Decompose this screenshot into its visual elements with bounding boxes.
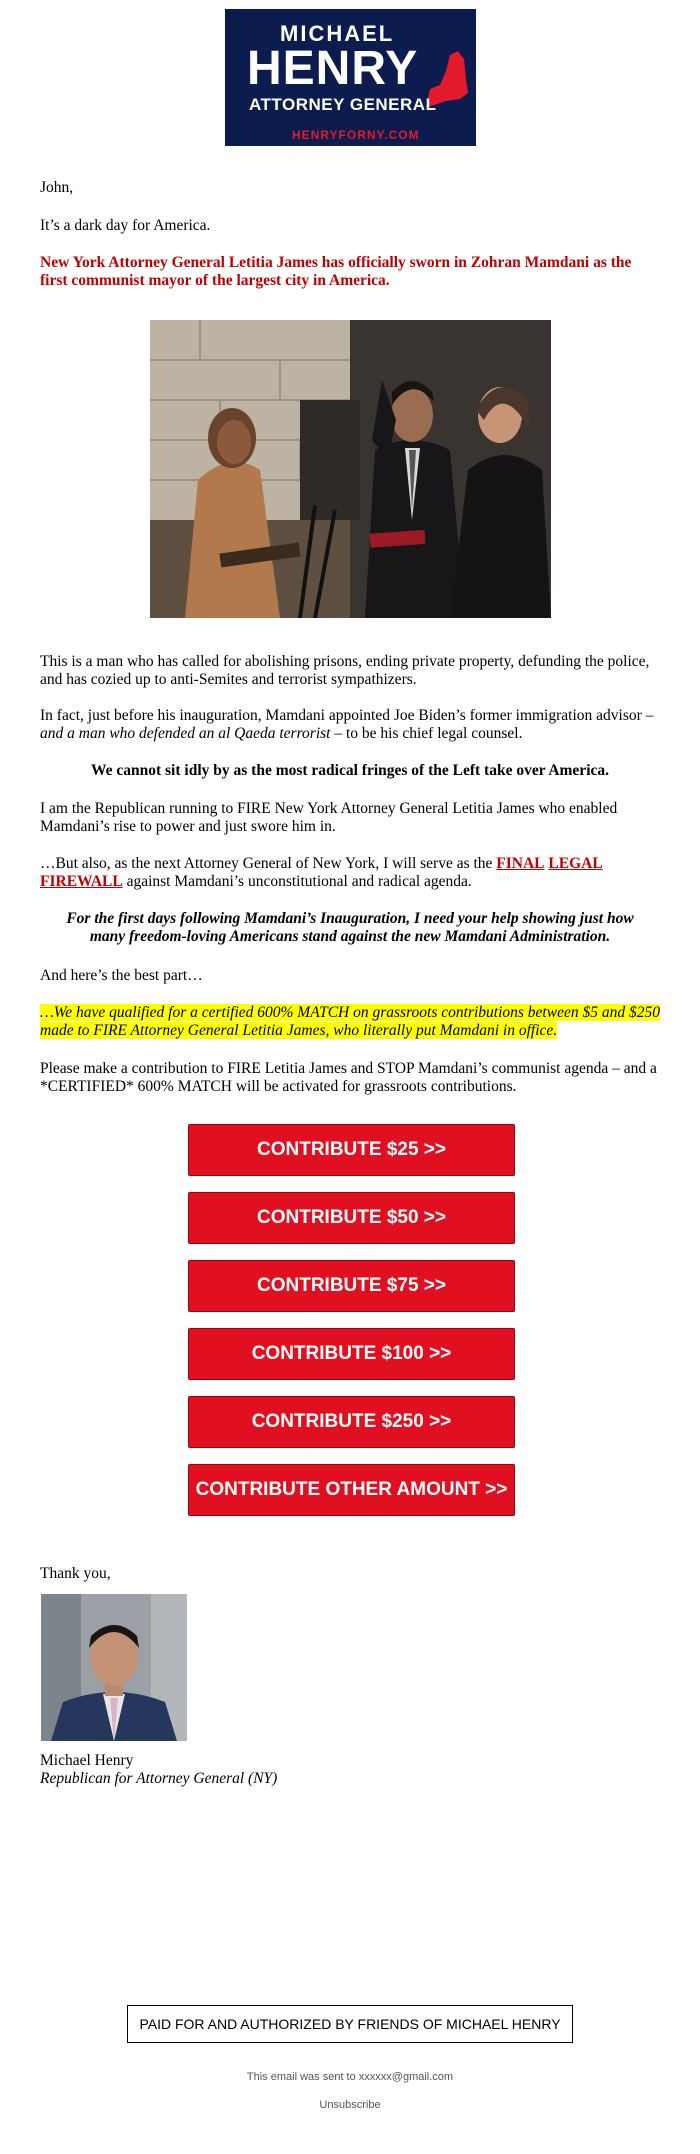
paragraph-best-part: And here’s the best part…: [40, 967, 203, 984]
paragraph-qualified-match: [40, 1004, 660, 1040]
sent-to-notice: This email was sent to xxxxxx@gmail.com: [246, 2071, 454, 2083]
swearing-in-photo: [150, 320, 551, 618]
paragraph-cannot-sit-idly: We cannot sit idly by as the most radical fringes of the Left take over America.: [90, 762, 610, 779]
firewall-link[interactable]: FIREWALL: [40, 873, 123, 890]
paid-for-disclaimer: PAID FOR AND AUTHORIZED BY FRIENDS OF MICHAEL HENRY: [127, 2005, 573, 2043]
legal-link[interactable]: LEGAL: [548, 855, 603, 872]
paragraph-in-fact-italic: and a man who defended an al Qaeda terrorist: [40, 725, 331, 742]
paragraph-first-days: For the first days following Mamdani’s Inauguration, I need your help showing just how many freedom-loving Americans stand against the new Mamdani Administration.: [66, 910, 634, 945]
highlighted-match-text: …We have qualified for a certified 600% MATCH on grassroots contributions between $5 and $250 made to FIRE Attorney General Letitia James, who literally put Mamdani in office.: [40, 1004, 660, 1039]
logo-office: ATTORNEY GENERAL: [249, 95, 437, 114]
contribute-50-button[interactable]: CONTRIBUTE $50 >>: [188, 1192, 515, 1244]
paragraph-but-also-start: …But also, as the next Attorney General of New York, I will serve as the: [40, 855, 497, 872]
paragraph-in-fact: [40, 707, 660, 743]
contribute-25-button[interactable]: CONTRIBUTE $25 >>: [188, 1124, 515, 1176]
signature-name: Michael Henry: [40, 1752, 134, 1769]
headline-sworn-in: New York Attorney General Letitia James has officially sworn in Zohran Mamdani as the first communist mayor of the largest city in America.: [40, 254, 632, 289]
contribute-250-button[interactable]: CONTRIBUTE $250 >>: [188, 1396, 515, 1448]
signature-title: Republican for Attorney General (NY): [40, 1770, 278, 1787]
paragraph-make-contribution: Please make a contribution to FIRE Letitia James and STOP Mamdani’s communist agenda – and a *CERTIFIED* 600% MATCH will be activated for grassroots contributions.: [40, 1060, 657, 1095]
paragraph-but-also: [40, 855, 660, 891]
paragraph-dark-day: It’s a dark day for America.: [40, 217, 211, 234]
logo-first-name: MICHAEL: [280, 21, 395, 46]
paragraph-in-fact-start: In fact, just before his inauguration, Mamdani appointed Joe Biden’s former immigration advisor –: [40, 707, 654, 724]
logo-website: HENRYFORNY.COM: [292, 128, 420, 142]
unsubscribe-link[interactable]: Unsubscribe: [319, 2099, 381, 2111]
paragraph-in-fact-end: – to be his chief legal counsel.: [330, 725, 523, 742]
paragraph-abolish: This is a man who has called for abolishing prisons, ending private property, defunding the police, and has cozied up to anti-Semites and terrorist sympathizers.: [40, 653, 650, 688]
contribute-75-button[interactable]: CONTRIBUTE $75 >>: [188, 1260, 515, 1312]
paragraph-but-also-end: against Mamdani’s unconstitutional and radical agenda.: [122, 873, 472, 890]
paragraph-republican: I am the Republican running to FIRE New York Attorney General Letitia James who enabled Mamdani’s rise to power and just swore him in.: [40, 800, 618, 835]
final-link[interactable]: FINAL: [496, 855, 545, 872]
candidate-portrait: [41, 1594, 187, 1741]
logo-last-name: HENRY: [247, 42, 419, 95]
campaign-logo[interactable]: [225, 9, 476, 146]
signoff: Thank you,: [40, 1565, 111, 1582]
contribute-other-amount-button[interactable]: CONTRIBUTE OTHER AMOUNT >>: [188, 1464, 515, 1516]
greeting: John,: [40, 179, 74, 196]
contribute-100-button[interactable]: CONTRIBUTE $100 >>: [188, 1328, 515, 1380]
